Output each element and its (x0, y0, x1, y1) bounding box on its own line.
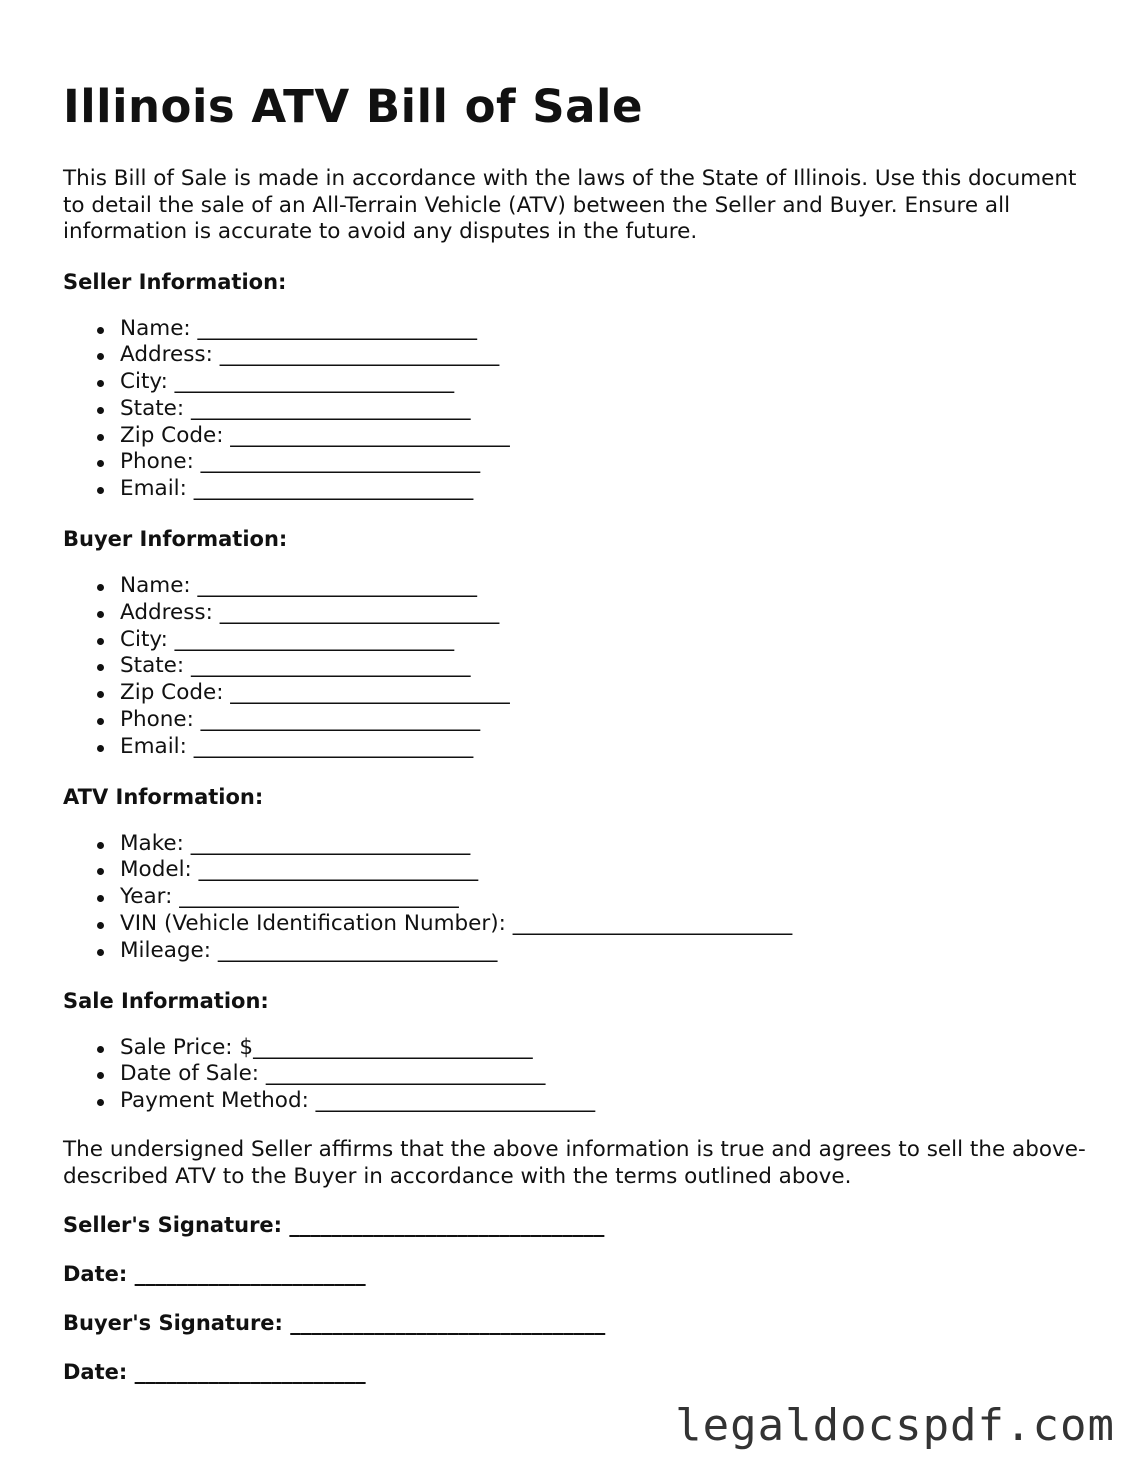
seller-phone-field: Phone: __________________________ (120, 449, 1093, 476)
closing-affirmation: The undersigned Seller affirms that the above information is true and agrees to sell the above-described ATV to the Buyer in accordance with the terms outlined above. (63, 1137, 1086, 1189)
atv-mileage-field: Mileage: __________________________ (120, 938, 1093, 965)
seller-email-field: Email: __________________________ (120, 476, 1093, 503)
seller-address-field: Address: __________________________ (120, 342, 1093, 369)
buyer-phone-field: Phone: __________________________ (120, 707, 1093, 734)
intro-paragraph: This Bill of Sale is made in accordance with the laws of the State of Illinois. Use this document to detail the sale of an All-Terrain Vehicle (ATV) between the Seller and Buyer. Ensure all information is accurate to avoid any disputes in the future. (63, 166, 1077, 244)
seller-city-field: City: __________________________ (120, 369, 1093, 396)
seller-state-field: State: __________________________ (120, 396, 1093, 423)
seller-date-line: Date: ______________________ (63, 1262, 366, 1287)
seller-name-field: Name: __________________________ (120, 316, 1093, 343)
buyer-signature-line: Buyer's Signature: ______________________________ (63, 1311, 606, 1336)
site-watermark: legaldocspdf.com (675, 1400, 1115, 1451)
seller-signature-line: Seller's Signature: ______________________________ (63, 1213, 605, 1238)
buyer-state-field: State: __________________________ (120, 653, 1093, 680)
buyer-section-heading: Buyer Information: (63, 527, 288, 552)
atv-fields-list (63, 831, 1093, 965)
atv-make-field: Make: __________________________ (120, 831, 1093, 858)
sale-section-heading: Sale Information: (63, 988, 269, 1013)
atv-section-heading: ATV Information: (63, 784, 264, 809)
sale-date-field: Date of Sale: __________________________ (120, 1061, 1093, 1088)
sale-fields-list (63, 1035, 1093, 1115)
seller-section-heading: Seller Information: (63, 269, 287, 294)
buyer-name-field: Name: __________________________ (120, 573, 1093, 600)
atv-year-field: Year: __________________________ (120, 884, 1093, 911)
atv-model-field: Model: __________________________ (120, 857, 1093, 884)
document-title: Illinois ATV Bill of Sale (63, 80, 643, 133)
buyer-address-field: Address: __________________________ (120, 600, 1093, 627)
sale-price-field: Sale Price: $__________________________ (120, 1035, 1093, 1062)
buyer-email-field: Email: __________________________ (120, 734, 1093, 761)
buyer-date-line: Date: ______________________ (63, 1360, 366, 1385)
sale-payment-method-field: Payment Method: __________________________ (120, 1088, 1093, 1115)
buyer-zip-field: Zip Code: __________________________ (120, 680, 1093, 707)
buyer-city-field: City: __________________________ (120, 627, 1093, 654)
document-page (63, 78, 1093, 1386)
seller-fields-list (63, 316, 1093, 504)
seller-zip-field: Zip Code: __________________________ (120, 423, 1093, 450)
atv-vin-field: VIN (Vehicle Identification Number): __________________________ (120, 911, 1093, 938)
buyer-fields-list (63, 573, 1093, 761)
